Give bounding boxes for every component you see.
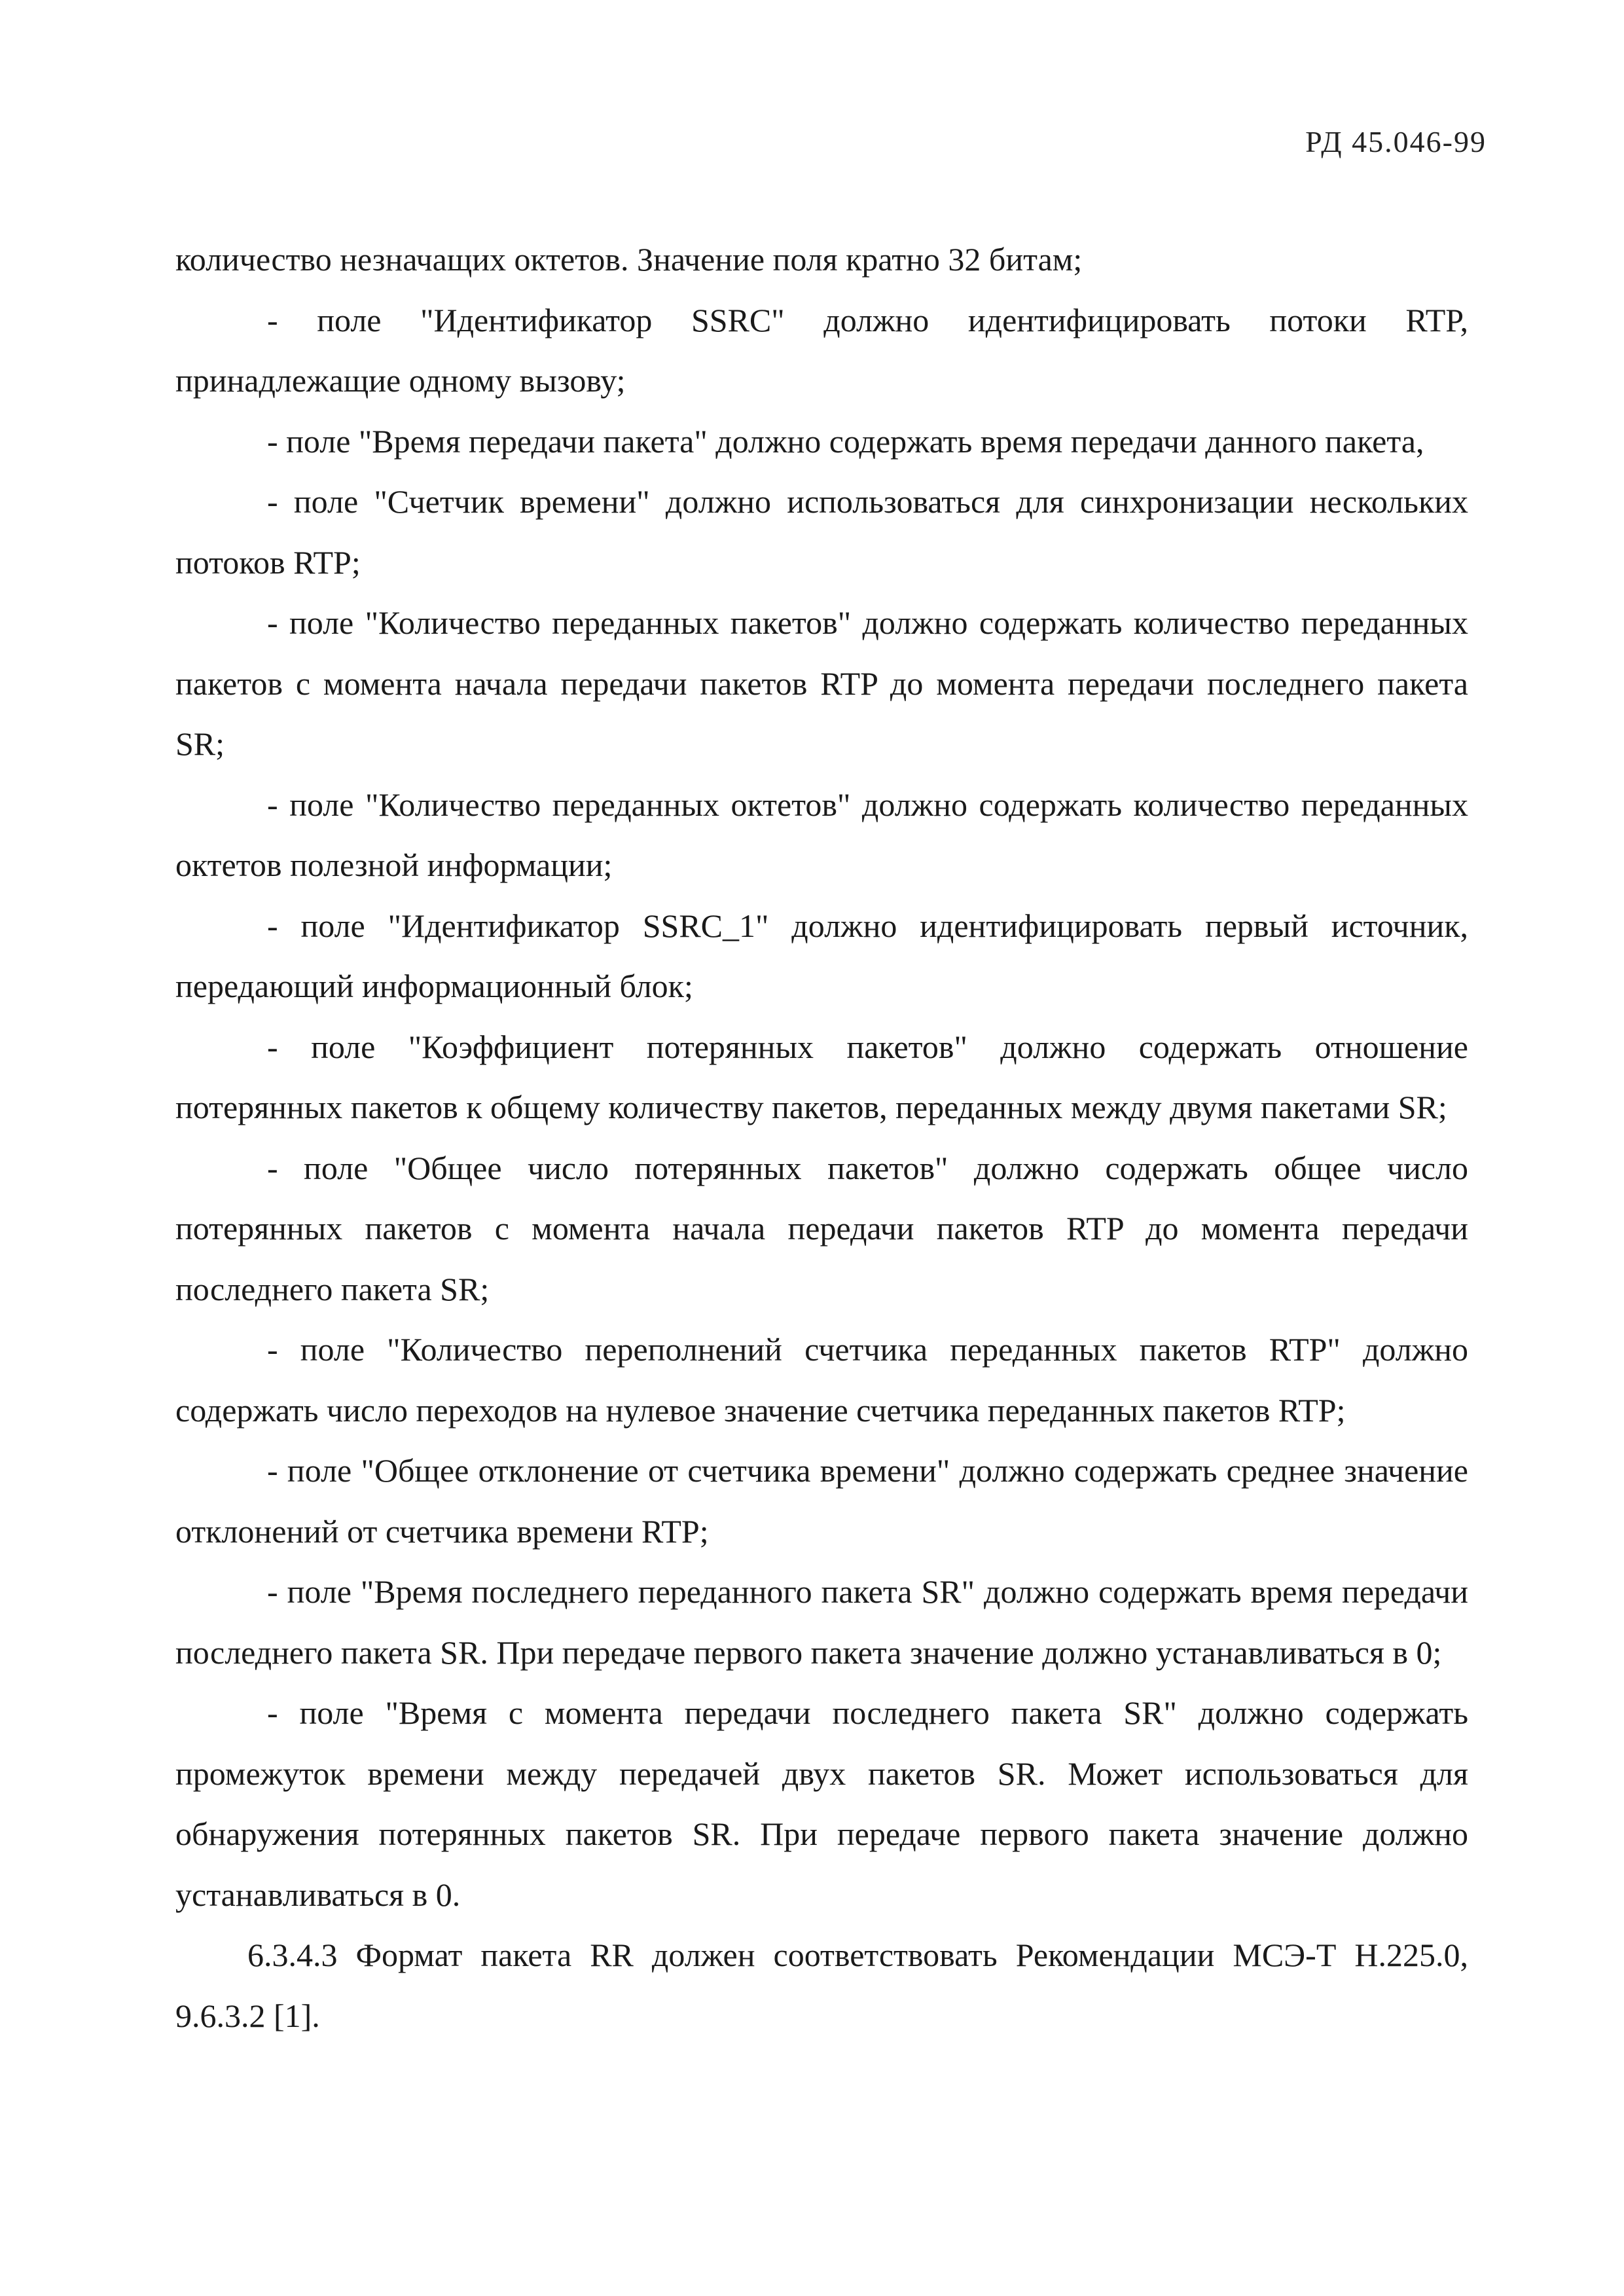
paragraph-time-deviation: - поле "Общее отклонение от счетчика времени" должно содержать среднее значение отклонений от счетчика времени RTP; (175, 1452, 1468, 1550)
paragraph-sent-packets-count: - поле "Количество переданных пакетов" должно содержать количество переданных пакетов с момента начала передачи пакетов RTP до момента передачи последнего пакета SR; (175, 604, 1468, 762)
paragraph-lost-packets-ratio: - поле "Коэффициент потерянных пакетов" должно содержать отношение потерянных пакетов к общему количеству пакетов, переданных между двумя пакетами SR; (175, 1028, 1468, 1125)
paragraph-section-6-3-4-3: 6.3.4.3 Формат пакета RR должен соответствовать Рекомендации МСЭ-Т Н.225.0, 9.6.3.2 [1]. (175, 1937, 1468, 2034)
paragraph-octets-continuation: количество незначащих октетов. Значение поля кратно 32 битам; (175, 241, 1083, 278)
paragraph-ssrc-identifier: - поле "Идентификатор SSRC" должно идентифицировать потоки RTP, принадлежащие одному вызову; (175, 301, 1468, 399)
paragraph-sent-octets-count: - поле "Количество переданных октетов" должно содержать количество переданных октетов полезной информации; (175, 786, 1468, 883)
paragraph-time-counter: - поле "Счетчик времени" должно использоваться для синхронизации нескольких потоков RTP; (175, 483, 1468, 581)
paragraph-ssrc1-identifier: - поле "Идентификатор SSRC_1" должно идентифицировать первый источник, передающий информационный блок; (175, 907, 1468, 1004)
paragraph-counter-overflows: - поле "Количество переполнений счетчика переданных пакетов RTP" должно содержать число переходов на нулевое значение счетчика переданных пакетов RTP; (175, 1331, 1468, 1429)
paragraph-packet-send-time: - поле "Время передачи пакета" должно содержать время передачи данного пакета, (267, 422, 1424, 460)
document-body (175, 229, 1468, 2046)
document-code: РД 45.046-99 (1305, 125, 1487, 158)
paragraph-last-sr-time: - поле "Время последнего переданного пакета SR" должно содержать время передачи последнего пакета SR. При передаче первого пакета значение должно устанавливаться в 0; (175, 1573, 1468, 1671)
paragraph-total-lost-packets: - поле "Общее число потерянных пакетов" должно содержать общее число потерянных пакетов с момента начала передачи пакетов RTP до момента передачи последнего пакета SR; (175, 1149, 1468, 1307)
paragraph-time-since-last-sr: - поле "Время с момента передачи последнего пакета SR" должно содержать промежуток времени между передачей двух пакетов SR. Может использоваться для обнаружения потерянных пакетов SR. При передаче первого пакета значение должно устанавливаться в 0. (175, 1694, 1468, 1913)
